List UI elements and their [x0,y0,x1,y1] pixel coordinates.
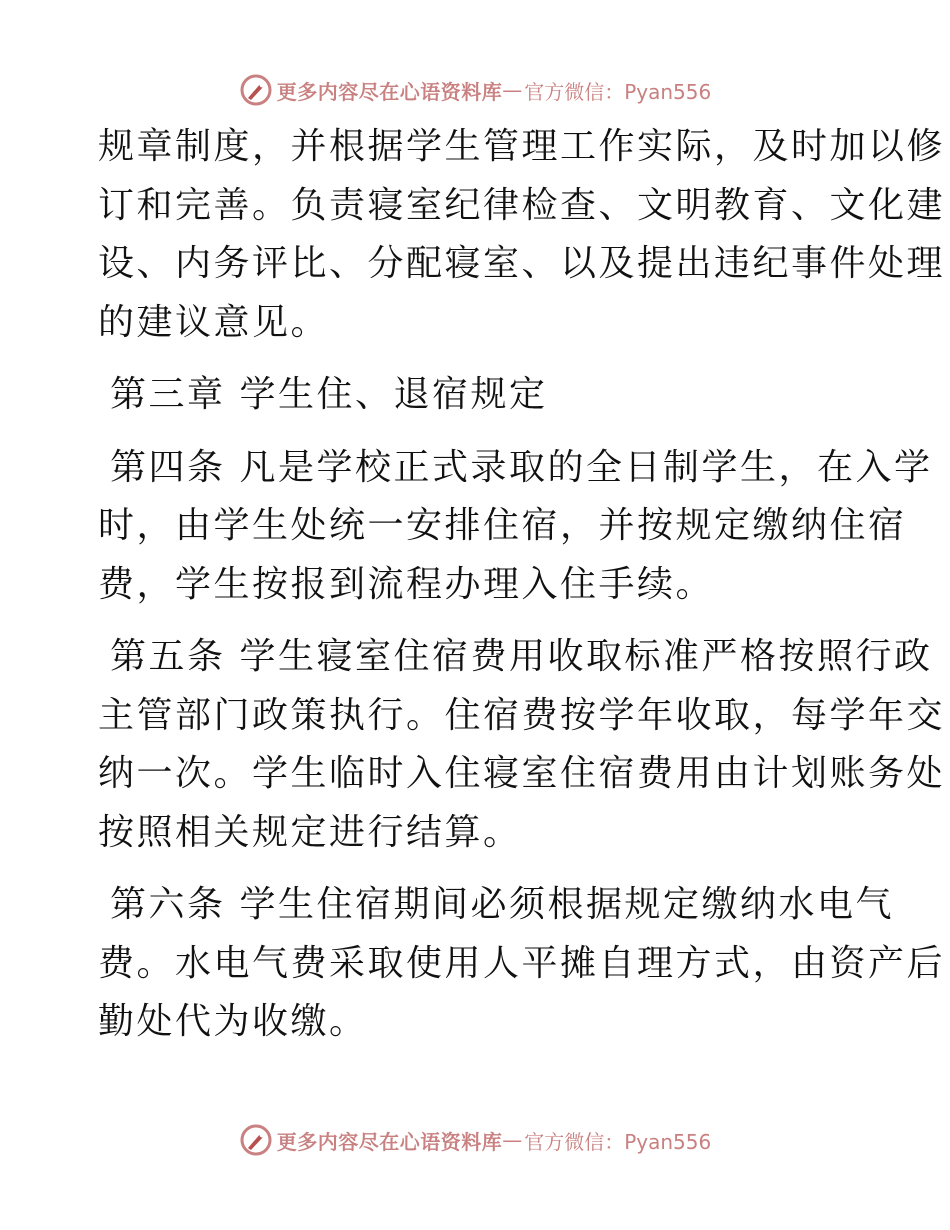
footer-watermark [0,1120,950,1160]
watermark-wechat-text: 官方微信：Pyan556 [524,79,712,104]
text-line: 时，由学生处统一安排住宿，并按规定缴纳住宿 [98,505,907,546]
text-line: 按照相关规定进行结算。 [98,811,522,853]
text-line: 第六条 学生住宿期间必须根据规定缴纳水电气 [110,884,894,925]
text-line: 费。水电气费采取使用人平摊自理方式，由资产后 [98,942,946,984]
watermark-promo-text: 更多内容尽在心语资料库 [276,1129,503,1154]
watermark-separator: — [502,78,523,102]
text-line: 勤处代为收缴。 [98,1001,368,1042]
watermark-wechat-text: 官方微信：Pyan556 [524,1129,712,1154]
chapter-heading [98,366,858,425]
article-5 [98,628,946,862]
header-watermark [0,70,950,110]
pen-nib-logo-icon [239,1123,273,1157]
pen-nib-logo-icon [239,73,273,107]
text-line: 规章制度，并根据学生管理工作实际，及时加以修 [98,126,946,167]
paragraph-continued [98,118,946,352]
text-line: 订和完善。负责寝室纪律检查、文明教育、文化建 [98,184,946,226]
text-line: 第四条 凡是学校正式录取的全日制学生，在入学 [110,446,933,488]
watermark-separator: — [502,1128,523,1152]
text-line: 设、内务评比、分配寝室、以及提出违纪事件处理 [98,243,946,284]
text-line: 主管部门政策执行。住宿费按学年收取，每学年交 [98,694,946,736]
document-body [98,118,946,1052]
article-4 [98,439,933,615]
text-line: 第五条 学生寝室住宿费用收取标准严格按照行政 [110,636,933,677]
text-line: 的建议意见。 [98,301,330,343]
text-line: 纳一次。学生临时入住寝室住宿费用由计划账务处 [98,753,946,794]
chapter-title: 第三章 学生住、退宿规定 [110,374,548,415]
text-line: 费，学生按报到流程办理入住手续。 [98,563,715,605]
article-6 [98,876,946,1052]
watermark-promo-text: 更多内容尽在心语资料库 [276,79,503,104]
